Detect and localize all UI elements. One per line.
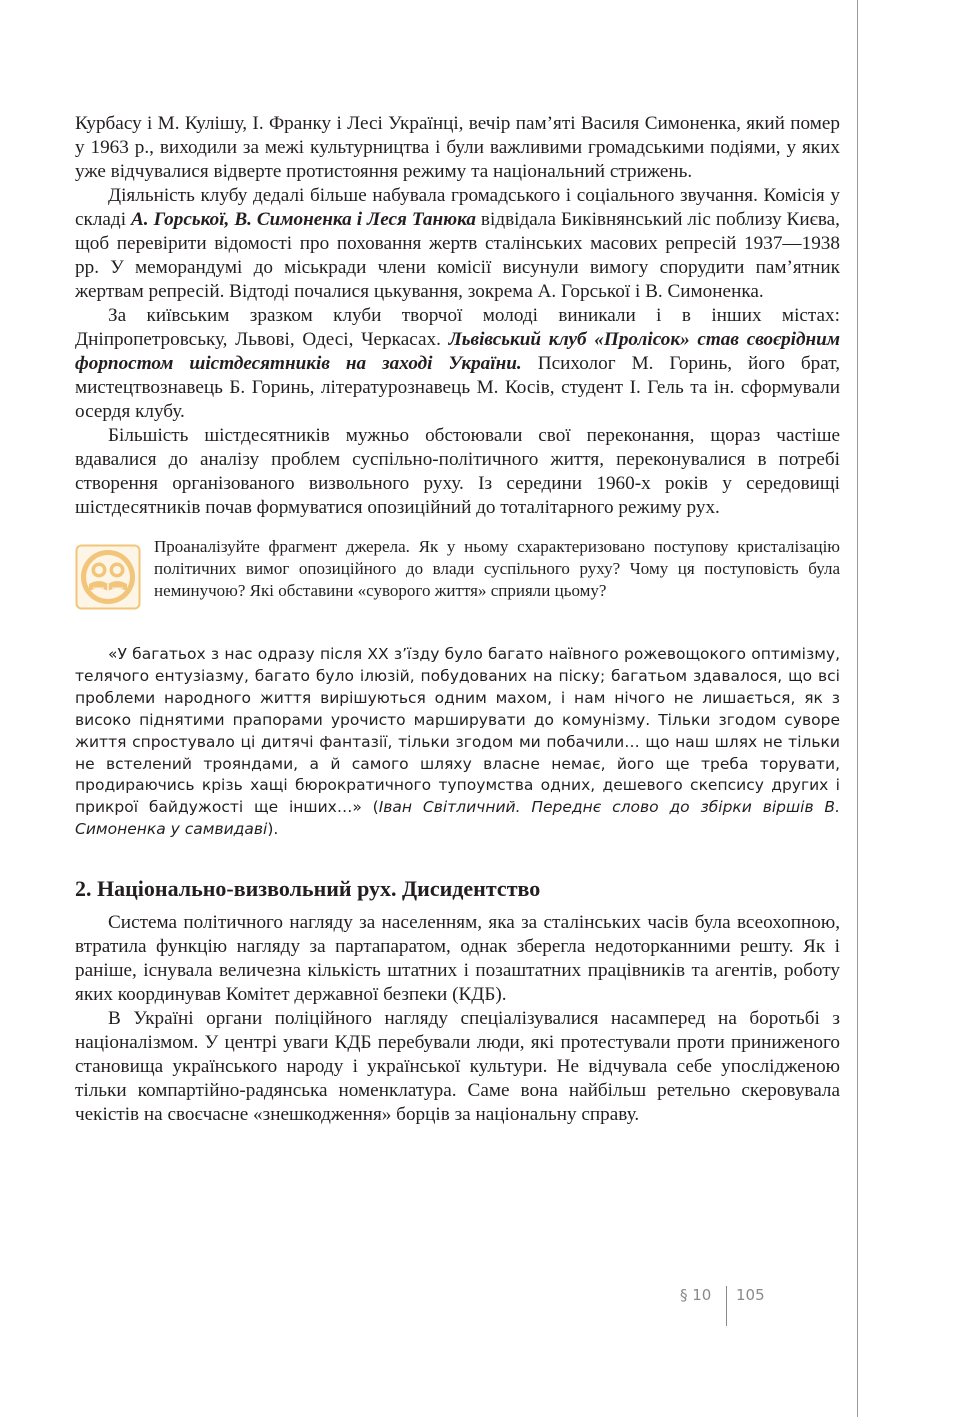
paragraph-text: Діяльність клубу дедалі більше набувала громадського і соціального звучання. Комісія у складі bbox=[75, 185, 840, 230]
quote-text: «У багатьох з нас одразу після XX з’їзду було багато наївного рожевощокого оптимізму, телячого ентузіазму, багато було ілюзій, побудованих на піску; багатьом здавалося, що всі проблеми народного життя вирішуються одним махом, і нам нічого не лишається, як з високо піднятими прапорами урочисто марширувати до комунізму. Тільки згодом суворе життя спростувало ці дитячі фантазії, тільки згодом ми побачили… що наш шлях не тільки не встелений трояндами, а й самого шляху власне немає, його ще треба торувати, продираючись крізь хащі бюрократичного тупоумства одних, дешевого скепсису других і прикрої байдужості ще інших…» bbox=[75, 645, 840, 817]
paragraph bbox=[75, 911, 840, 1007]
paragraph-text: В Україні органи поліційного нагляду спеціалізувалися насамперед на боротьбі з націоналізмом. У центрі уваги КДБ перебували люди, які протестували проти приниженого становища українського народу і української культури. Не відчувала себе упослідженою тільки компартійно-радянська номенклатура. Саме вона найбільш ретельно скеровувала чекістів на своєчасне «знешкодження» борців за національну справу. bbox=[75, 1008, 840, 1126]
paragraph-text: Система політичного нагляду за населенням, яка за сталінських часів була всеохопною, втратила функцію нагляду за партапаратом, однак зберегла недоторканними решту. Як і раніше, існувала величезна кількість штатних і позаштатних працівників та агентів, роботу яких координував Комітет державної безпеки (КДБ). bbox=[75, 912, 840, 1006]
paragraph-text: За київським зразком клуби творчої молоді виникали і в інших містах: Дніпропетровську, Львові, Одесі, Черкасах. bbox=[75, 305, 840, 350]
paragraph bbox=[75, 424, 840, 520]
section-number: § 10 bbox=[680, 1286, 712, 1304]
quote-source: Іван Світличний. Переднє слово до збірки віршів В. Симоненка у самвидаві bbox=[75, 798, 840, 839]
source-quote bbox=[75, 644, 840, 841]
section-heading: 2. Національно-визвольний рух. Дисидентство bbox=[75, 876, 541, 902]
quote-open-paren: ( bbox=[361, 798, 379, 817]
paragraph bbox=[75, 1007, 840, 1127]
paragraph-text: Більшість шістдесятників мужньо обстоювали свої переконання, щораз частіше вдавалися до аналізу проблем суспільно-політичного життя, переконувалися в потребі створення організованого визвольного руху. Із середини 1960-х років у середовищі шістдесятників почав формуватися опозиційний до тоталітарного режиму рух. bbox=[75, 425, 840, 518]
paragraph-text: Психолог М. Горинь, його брат, мистецтвознавець Б. Горинь, літературознавець М. Косів, студент І. Гель та ін. сформували осердя клубу. bbox=[75, 353, 841, 422]
footer-divider bbox=[726, 1286, 727, 1326]
section-paragraphs bbox=[75, 911, 840, 1127]
paragraph-text: відвідала Биківнянський ліс поблизу Києва, щоб перевірити відомості про поховання жертв сталінських масових репресій 1937—1938 рр. У меморандумі до міськради члени комісії висунули вимогу спорудити пам’ятник жертвам репресій. Відтоді почалися цькування, зокрема А. Горської і В. Симоненка. bbox=[75, 209, 840, 302]
paragraph bbox=[75, 184, 840, 304]
analyze-source-icon bbox=[75, 544, 141, 610]
paragraph bbox=[75, 112, 840, 184]
paragraph bbox=[75, 304, 840, 424]
page-edge-rule bbox=[857, 0, 858, 1417]
source-analysis-task bbox=[75, 536, 840, 632]
task-question: Проаналізуйте фрагмент джерела. Як у ньому схарактеризовано поступову кристалізацію політичних вимог опозиційного до влади суспільного руху? Чому ця поступовість була неминучою? Які обставини «суворого життя» сприяли цьому? bbox=[154, 537, 840, 600]
emphasized-statement: Львівський клуб «Пролісок» став своєрідним форпостом шістдесятників на заході України. bbox=[75, 329, 840, 374]
page-content bbox=[75, 112, 840, 1127]
emphasized-names: А. Горської, В. Симоненка і Леся Танюка bbox=[131, 209, 476, 230]
quote-close-paren: ). bbox=[267, 820, 279, 839]
intro-paragraphs bbox=[75, 112, 840, 520]
page-number: 105 bbox=[736, 1286, 765, 1304]
paragraph-text: Курбасу і М. Кулішу, І. Франку і Лесі Українці, вечір пам’яті Василя Симоненка, який помер у 1963 р., виходили за межі культурництва і були важливими громадськими подіями, у яких уже відчувалися відверте протистояння режиму та національний стрижень. bbox=[75, 113, 840, 182]
